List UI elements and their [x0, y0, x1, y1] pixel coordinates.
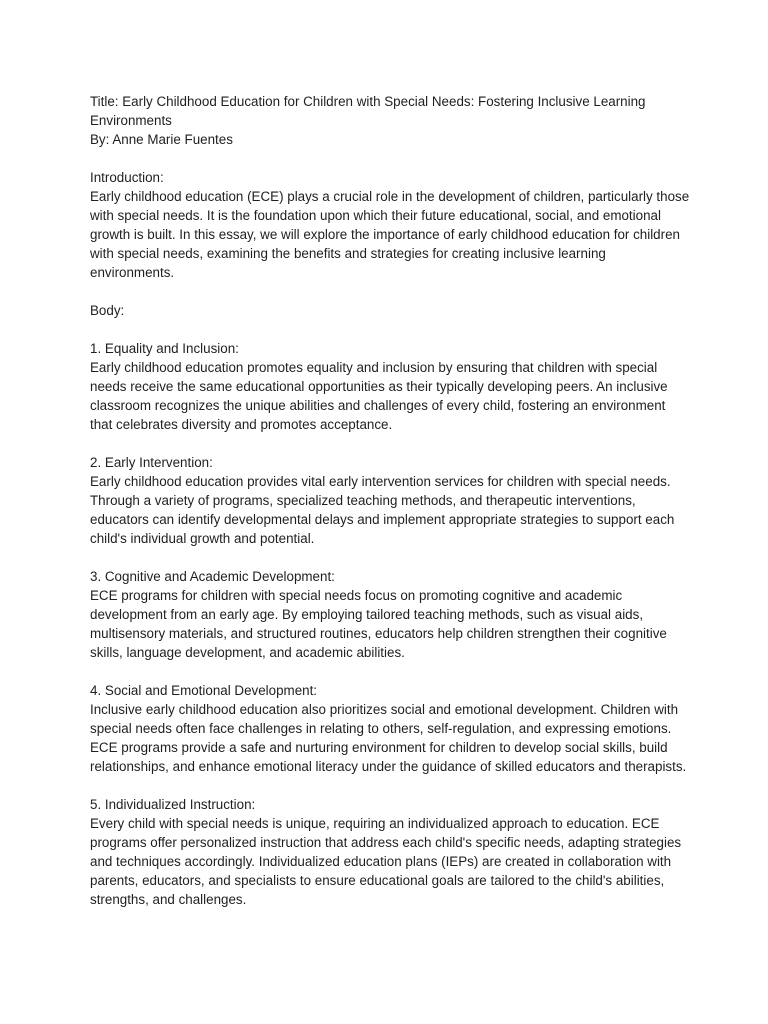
spacer — [90, 662, 690, 681]
body-heading: Body: — [90, 303, 125, 318]
spacer — [90, 149, 690, 168]
document-body — [90, 92, 690, 909]
section-equality-inclusion — [90, 339, 690, 434]
introduction-heading: Introduction: — [90, 170, 164, 185]
introduction-section — [90, 168, 690, 282]
spacer — [90, 320, 690, 339]
section-cognitive-academic — [90, 567, 690, 662]
section-heading: 2. Early Intervention: — [90, 455, 213, 470]
section-early-intervention — [90, 453, 690, 548]
section-heading: 5. Individualized Instruction: — [90, 797, 256, 812]
section-text: Early childhood education provides vital early intervention services for children with special needs. Through a variety of programs, specialized teaching methods, and therapeutic interventions, educators can identify developmental delays and implement appropriate strategies to support each child's individual growth and potential. — [90, 474, 675, 546]
section-text: Every child with special needs is unique, requiring an individualized approach to education. ECE programs offer personalized instruction that address each child's specific needs, adapting strategies and techniques accordingly. Individualized education plans (IEPs) are created in collaboration with parents, educators, and specialists to ensure educational goals are tailored to the child's abilities, strengths, and challenges. — [90, 816, 682, 907]
document-byline: By: Anne Marie Fuentes — [90, 132, 233, 147]
section-text: Inclusive early childhood education also prioritizes social and emotional development. Children with special needs often face challenges in relating to others, self-regulation, and expressing emotions. ECE programs provide a safe and nurturing environment for children to develop social skills, build relationships, and enhance emotional literacy under the guidance of skilled educators and therapists. — [90, 702, 687, 774]
section-heading: 1. Equality and Inclusion: — [90, 341, 239, 356]
section-text: ECE programs for children with special needs focus on promoting cognitive and academic development from an early age. By employing tailored teaching methods, such as visual aids, multisensory materials, and structured routines, educators help children strengthen their cognitive skills, language development, and academic abilities. — [90, 588, 667, 660]
section-text: Early childhood education promotes equality and inclusion by ensuring that children with special needs receive the same educational opportunities as their typically developing peers. An inclusive classroom recognizes the unique abilities and challenges of every child, fostering an environment that celebrates diversity and promotes acceptance. — [90, 360, 668, 432]
section-social-emotional — [90, 681, 690, 776]
spacer — [90, 548, 690, 567]
section-heading: 4. Social and Emotional Development: — [90, 683, 318, 698]
introduction-text: Early childhood education (ECE) plays a crucial role in the development of children, particularly those with special needs. It is the foundation upon which their future educational, social, and emotional growth is built. In this essay, we will explore the importance of early childhood education for children with special needs, examining the benefits and strategies for creating inclusive learning environments. — [90, 189, 690, 280]
section-heading: 3. Cognitive and Academic Development: — [90, 569, 335, 584]
spacer — [90, 434, 690, 453]
spacer — [90, 776, 690, 795]
section-individualized-instruction — [90, 795, 690, 909]
spacer — [90, 282, 690, 301]
document-title: Title: Early Childhood Education for Children with Special Needs: Fostering Inclusive Learning Environments — [90, 94, 646, 128]
